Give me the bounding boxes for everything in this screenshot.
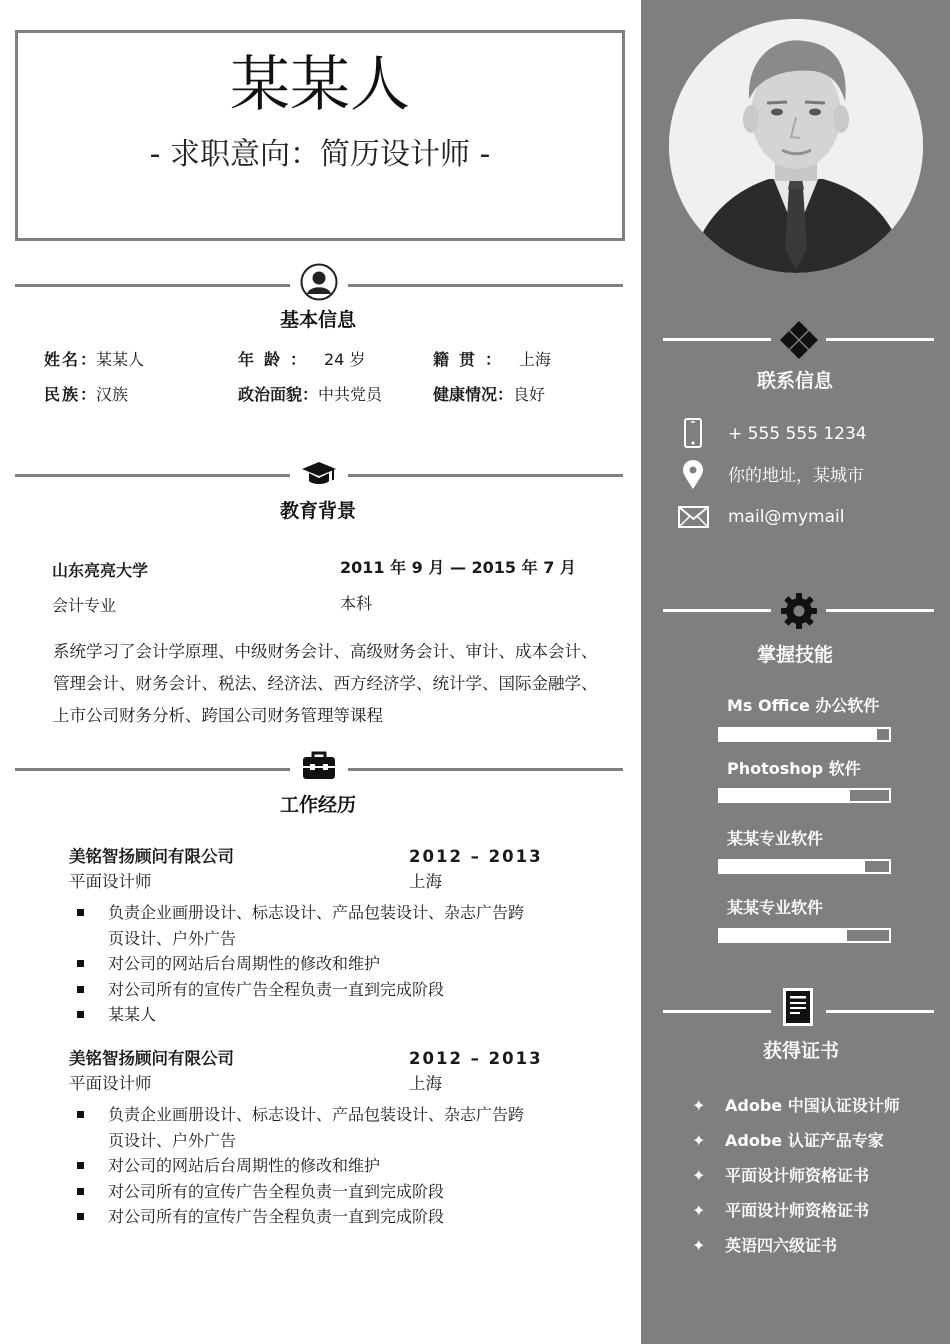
skill-fill: [720, 861, 865, 872]
sparkle-icon: ✦: [692, 1201, 706, 1220]
cert-item: [692, 1095, 900, 1117]
info-ethnicity-label: 民族：: [44, 385, 96, 404]
info-origin-label: 籍贯：: [433, 350, 501, 369]
skill-fill: [720, 930, 847, 941]
info-political-label: 政治面貌：: [238, 385, 319, 404]
skills-title: 掌握技能: [756, 644, 833, 666]
skill-fill: [720, 790, 850, 801]
cert-text: Adobe 认证产品专家: [725, 1131, 884, 1150]
edu-description: 系统学习了会计学原理、中级财务会计、高级财务会计、审计、成本会计、管理会计、财务会计、税法、经济法、西方经济学、统计学、国际金融学、上市公司财务分析、跨国公司财务管理等课程: [53, 642, 598, 725]
job1-position: 平面设计师: [69, 872, 152, 891]
diamond-icon: [779, 320, 819, 360]
profile-photo: [669, 19, 923, 273]
job2-location: 上海: [409, 1074, 442, 1093]
skills-divider-left: [663, 609, 771, 612]
cert-item: [692, 1130, 884, 1152]
cert-text: 平面设计师资格证书: [725, 1201, 870, 1220]
info-origin: [433, 349, 551, 371]
sparkle-icon: ✦: [692, 1236, 706, 1255]
basic-info-divider-right: [348, 284, 623, 287]
skill-bar: [718, 928, 891, 943]
info-origin-value: 上海: [519, 350, 552, 369]
info-health: [433, 384, 545, 406]
job2-period: 2012 – 2013: [409, 1049, 543, 1068]
job2-position: 平面设计师: [69, 1074, 152, 1093]
info-ethnicity-value: 汉族: [96, 385, 129, 404]
contact-email: mail@mymail: [728, 507, 845, 527]
cert-text: Adobe 中国认证设计师: [725, 1096, 900, 1115]
job1-period: 2012 – 2013: [409, 847, 543, 866]
skill-bar: [718, 859, 891, 874]
education-divider-left: [15, 474, 290, 477]
cert-text: 英语四六级证书: [725, 1236, 838, 1255]
basic-info-title: 基本信息: [279, 309, 356, 331]
skill-fill: [720, 729, 877, 740]
list-item: 对公司所有的宣传广告全程负责一直到完成阶段: [74, 1204, 534, 1230]
user-icon: [300, 263, 338, 301]
work-divider-left: [15, 768, 290, 771]
info-political-value: 中共党员: [318, 385, 383, 404]
mail-icon: [678, 503, 710, 533]
basic-info-divider-left: [15, 284, 290, 287]
skill-label: Photoshop 软件: [727, 759, 861, 778]
list-item: 对公司的网站后台周期性的修改和维护: [74, 1153, 534, 1179]
info-health-value: 良好: [513, 385, 546, 404]
list-item: 负责企业画册设计、标志设计、产品包装设计、杂志广告跨页设计、户外广告: [74, 900, 534, 951]
skill-bar: [718, 788, 891, 803]
location-pin-icon: [680, 460, 708, 490]
work-divider-right: [348, 768, 623, 771]
job1-company: 美铭智扬顾问有限公司: [69, 847, 234, 866]
info-name-value: 某某人: [96, 350, 145, 369]
contact-phone: + 555 555 1234: [728, 424, 867, 444]
candidate-name: 某某人: [230, 50, 410, 120]
gear-icon: [779, 591, 819, 631]
info-ethnicity: [44, 384, 128, 406]
info-name: [44, 349, 144, 371]
sparkle-icon: ✦: [692, 1096, 706, 1115]
cert-text: 平面设计师资格证书: [725, 1166, 870, 1185]
briefcase-icon: [300, 748, 338, 786]
job1-bullets: [74, 900, 534, 1028]
certs-divider-left: [663, 1010, 771, 1013]
list-item: 对公司的网站后台周期性的修改和维护: [74, 951, 534, 977]
contact-address: 你的地址，某城市: [728, 466, 864, 486]
sparkle-icon: ✦: [692, 1131, 706, 1150]
contact-divider-right: [826, 338, 934, 341]
info-age-value: 24 岁: [324, 350, 366, 369]
work-title: 工作经历: [279, 794, 356, 816]
edu-period: 2011 年 9 月 — 2015 年 7 月: [340, 558, 576, 577]
edu-degree: 本科: [340, 594, 373, 613]
cert-item: [692, 1200, 869, 1222]
name-box: [15, 30, 625, 241]
info-political: [238, 384, 382, 406]
info-name-label: 姓名：: [44, 350, 96, 369]
certs-divider-right: [826, 1010, 934, 1013]
education-divider-right: [348, 474, 623, 477]
edu-school: 山东亮亮大学: [52, 561, 149, 580]
info-age-label: 年龄：: [238, 350, 306, 369]
info-health-label: 健康情况：: [433, 385, 514, 404]
list-item: 对公司所有的宣传广告全程负责一直到完成阶段: [74, 977, 534, 1003]
skill-label: 某某专业软件: [727, 898, 824, 917]
job2-company: 美铭智扬顾问有限公司: [69, 1049, 234, 1068]
info-age: [238, 349, 365, 371]
list-item: 负责企业画册设计、标志设计、产品包装设计、杂志广告跨页设计、户外广告: [74, 1102, 534, 1153]
skills-divider-right: [826, 609, 934, 612]
cert-item: [692, 1165, 869, 1187]
list-item: 对公司所有的宣传广告全程负责一直到完成阶段: [74, 1179, 534, 1205]
certs-title: 获得证书: [762, 1040, 839, 1062]
skill-bar: [718, 727, 891, 742]
cert-item: [692, 1235, 837, 1257]
skill-label: Ms Office 办公软件: [727, 696, 880, 715]
portrait-illustration: [669, 19, 923, 273]
contact-title: 联系信息: [756, 370, 833, 392]
job-intent: - 求职意向：简历设计师 -: [149, 137, 491, 172]
job2-bullets: [74, 1102, 534, 1230]
certificate-book-icon: [779, 987, 819, 1027]
phone-icon: [680, 418, 708, 448]
edu-major: 会计专业: [52, 596, 117, 615]
list-item: 某某人: [74, 1002, 534, 1028]
sparkle-icon: ✦: [692, 1166, 706, 1185]
skill-label: 某某专业软件: [727, 829, 824, 848]
education-title: 教育背景: [279, 500, 356, 522]
contact-divider-left: [663, 338, 771, 341]
graduation-cap-icon: [300, 454, 338, 492]
job1-location: 上海: [409, 872, 442, 891]
